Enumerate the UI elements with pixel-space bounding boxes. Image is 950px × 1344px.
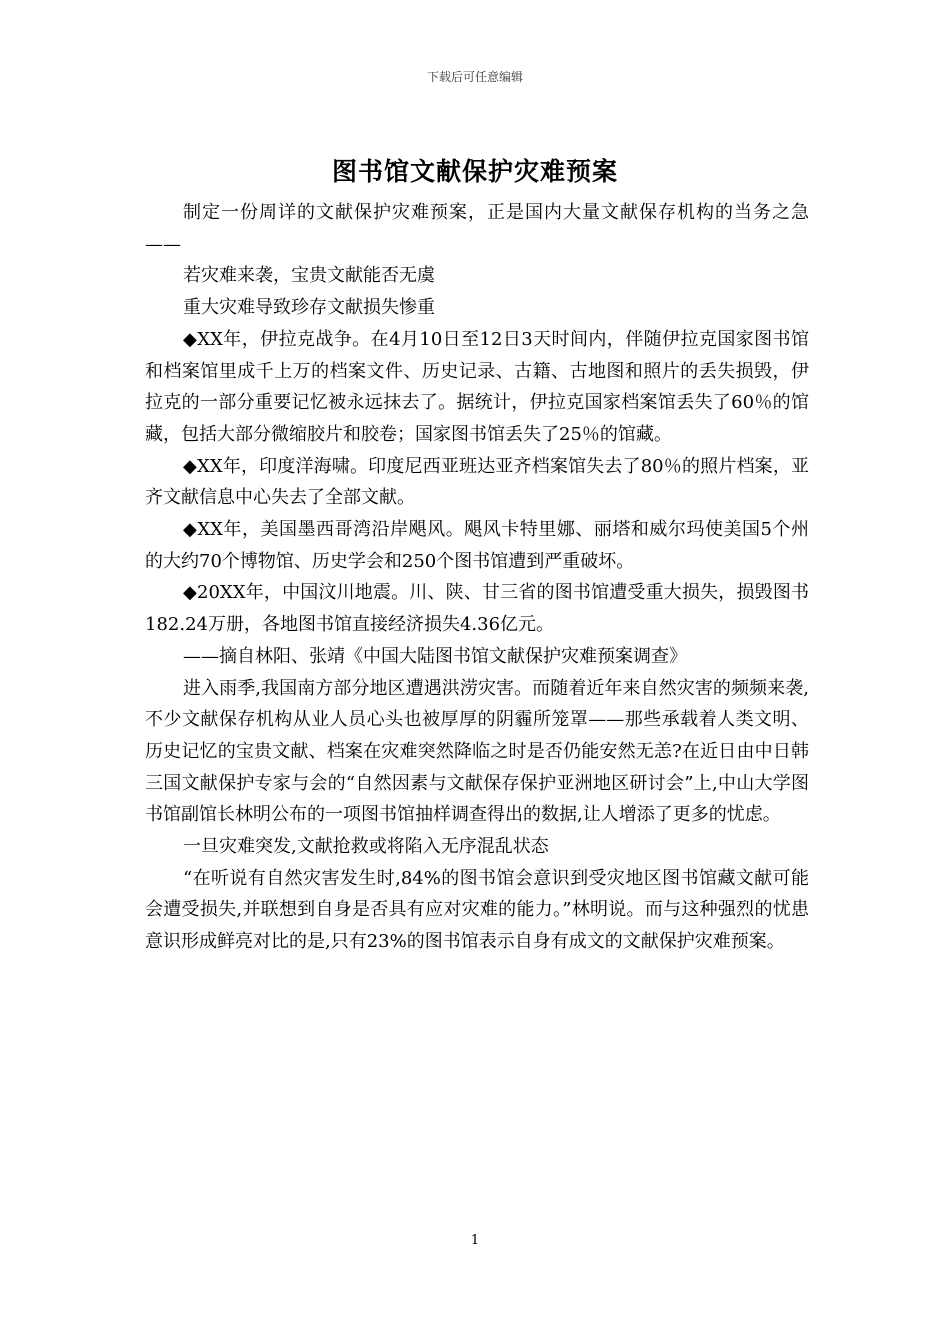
- paragraph-hurricane: ◆XX年，美国墨西哥湾沿岸飓风。飓风卡特里娜、丽塔和威尔玛使美国5个州的大约70个博物馆、历史学会和250个图书馆遭到严重破坏。: [145, 519, 809, 572]
- document-body: [145, 197, 809, 958]
- subheading-disaster-question: 若灾难来袭，宝贵文献能否无虞: [183, 265, 435, 287]
- paragraph-tsunami: ◆XX年，印度洋海啸。印度尼西亚班达亚齐档案馆失去了80％的照片档案，亚齐文献信息中心失去了全部文献。: [145, 455, 809, 509]
- page-number: 1: [470, 1233, 480, 1248]
- paragraph-wenchuan-earthquake: ◆20XX年，中国汶川地震。川、陕、甘三省的图书馆遭受重大损失，损毁图书182.24万册，各地图书馆直接经济损失4.36亿元。: [145, 582, 809, 636]
- subheading-major-losses: 重大灾难导致珍存文献损失惨重: [183, 297, 435, 319]
- paragraph-survey-quote: “在听说有自然灾害发生时,84%的图书馆会意识到受灾地区图书馆藏文献可能会遭受损失,并联想到自身是否具有应对灾难的能力。”林明说。而与这种强烈的忧患意识形成鲜亮对比的是,只有23%的图书馆表示自身有成文的文献保护灾难预案。: [145, 867, 809, 953]
- paragraph-iraq-war: ◆XX年，伊拉克战争。在4月10日至12日3天时间内，伴随伊拉克国家图书馆和档案馆里成千上万的档案文件、历史记录、古籍、古地图和照片的丢失损毁，伊拉克的一部分重要记忆被永远抹去了。据统计，伊拉克国家档案馆丢失了60％的馆藏，包括大部分微缩胶片和胶卷；国家图书馆丢失了25％的馆藏。: [145, 328, 809, 445]
- subheading-disorder: 一旦灾难突发,文献抢救或将陷入无序混乱状态: [183, 836, 549, 858]
- paragraph-intro: 制定一份周详的文献保护灾难预案，正是国内大量文献保存机构的当务之急——: [145, 202, 809, 255]
- paragraph-rainy-season: 进入雨季,我国南方部分地区遭遇洪涝灾害。而随着近年来自然灾害的频频来袭,不少文献保存机构从业人员心头也被厚厚的阴霾所笼罩——那些承载着人类文明、历史记忆的宝贵文献、档案在灾难突然降临之时是否仍能安然无恙?在近日由中日韩三国文献保护专家与会的“自然因素与文献保存保护亚洲地区研讨会”上,中山大学图书馆副馆长林明公布的一项图书馆抽样调查得出的数据,让人增添了更多的忧虑。: [145, 677, 809, 826]
- header-note: 下载后可任意编辑: [426, 70, 523, 84]
- paragraph-citation: ——摘自林阳、张靖《中国大陆图书馆文献保护灾难预案调查》: [183, 645, 687, 667]
- document-title: 图书馆文献保护灾难预案: [331, 157, 618, 186]
